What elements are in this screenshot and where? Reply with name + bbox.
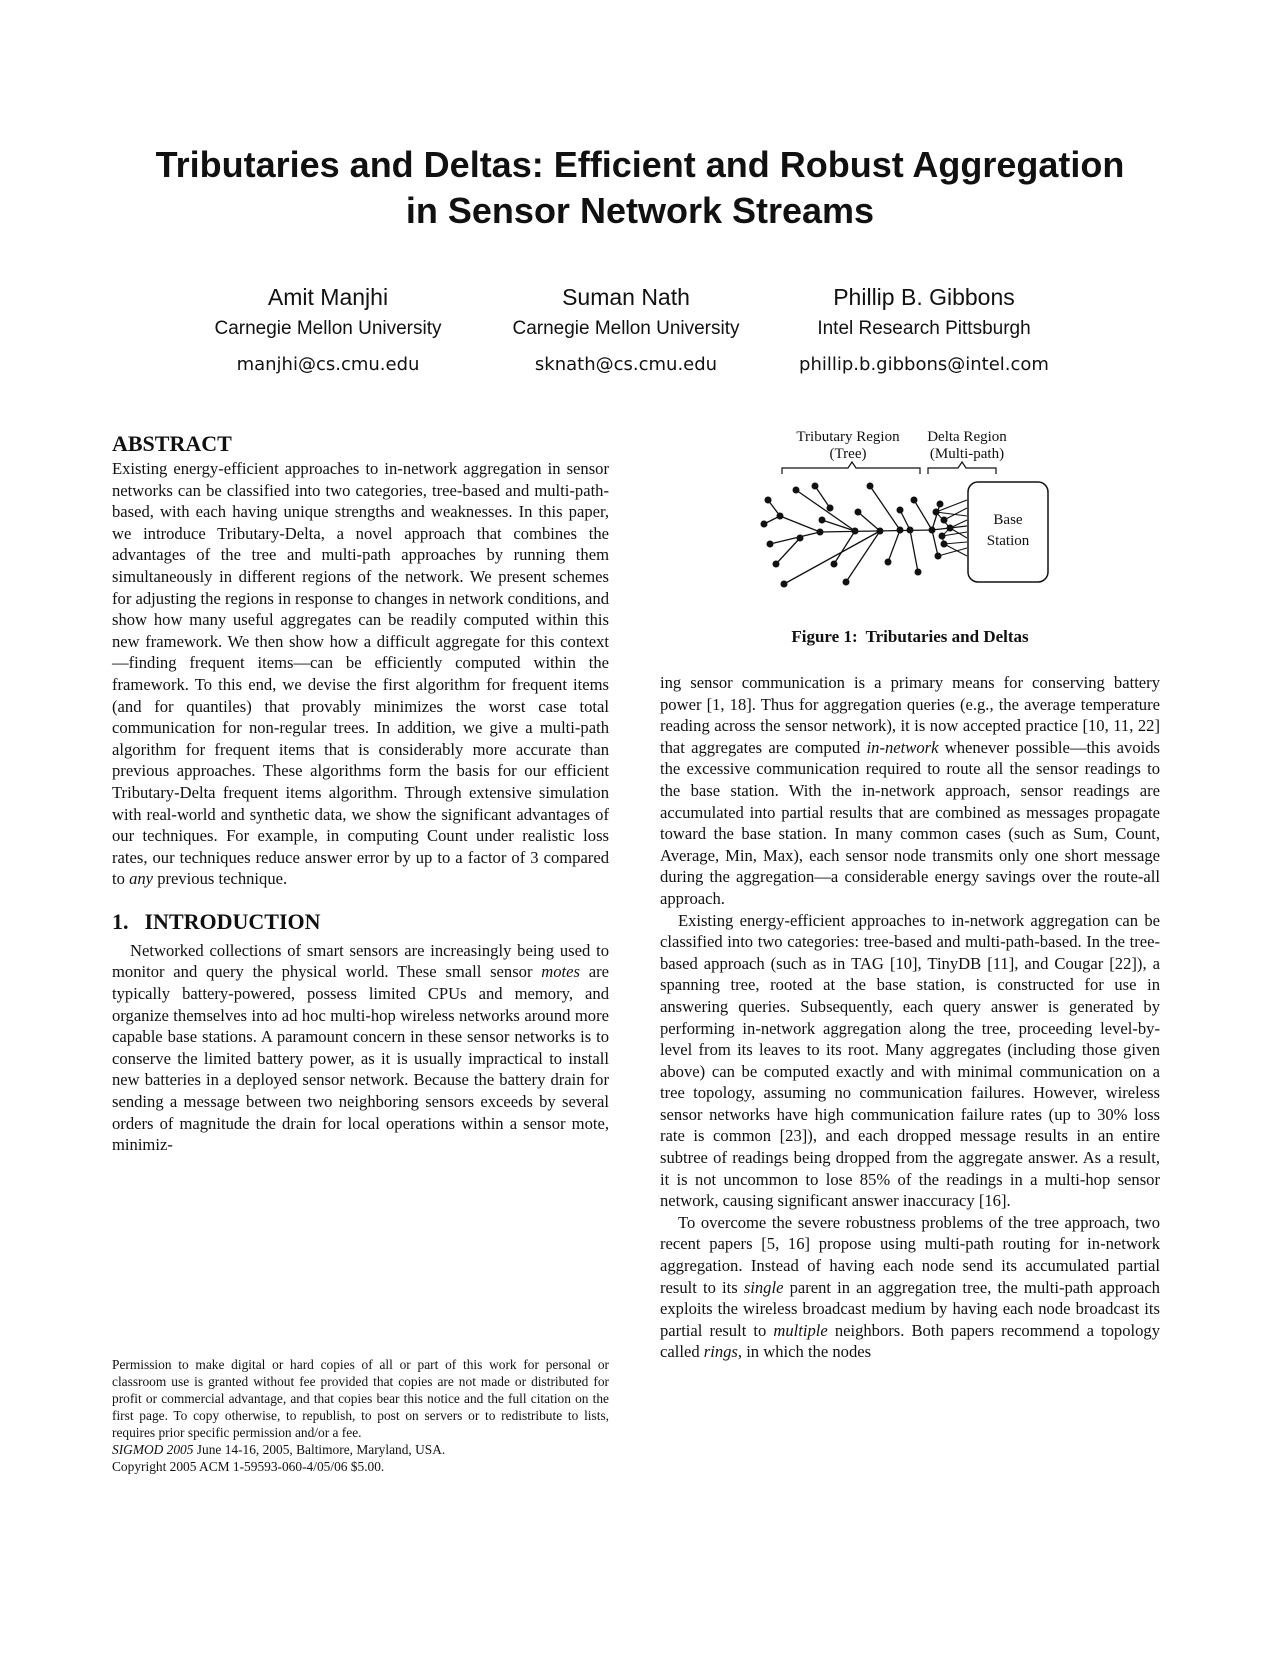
right-text-3d: , in which the nodes bbox=[737, 1342, 872, 1362]
right-text-3a: To overcome the severe robustness problems of the tree approach, two recent papers [5, 16] propose using multi-path routing for in-network aggregation. Instead of having each node send its accumulated partial result to its bbox=[660, 1212, 1160, 1297]
delta-region-label: Delta Region bbox=[927, 429, 1007, 445]
author-affiliation: Intel Research Pittsburgh bbox=[817, 318, 1031, 339]
figure-1 bbox=[760, 424, 1080, 594]
figure-caption-text: Tributaries and Deltas bbox=[865, 627, 1029, 646]
abstract-emphasis: any bbox=[129, 869, 154, 889]
author-email: manjhi@cs.cmu.edu bbox=[236, 354, 420, 375]
figure-caption-label: Figure 1: bbox=[791, 627, 858, 646]
permission-text: Permission to make digital or hard copies of all or part of this work for personal or classroom use is granted without fee provided that copies are not made or distributed for profit or commercial advantage, and that copies bear this notice and the full citation on the first page. To copy otherwise, to republish, to post on servers or to redistribute to lists, requires prior specific permission and/or a fee. bbox=[112, 1357, 609, 1440]
base-station-box bbox=[968, 482, 1048, 582]
delta-region-sub: (Multi-path) bbox=[929, 446, 1005, 462]
abstract-text: Existing energy-efficient approaches to in-network aggregation in sensor networks can be classified into two categories, tree-based and multi-path-based, with each having unique strengths and weaknesses. In this paper, we introduce Tributary-Delta, a novel approach that combines the advantages of the tree and multi-path approaches by running them simultaneously in different regions of the network. We present schemes for adjusting the regions in response to changes in network conditions, and show how many useful aggregates can be readily computed within this new framework. We then show how a difficult aggregate for this context—finding frequent items—can be efficiently computed within the framework. To this end, we devise the first algorithm for frequent items (and for quantiles) that provably minimizes the worst case total communication for non-regular trees. In addition, we give a multi-path algorithm for frequent items that is considerably more accurate than previous approaches. These algorithms form the basis for our efficient Tributary-Delta frequent items algorithm. Through extensive simulation with real-world and synthetic data, we show the significant advantages of our techniques. For example, in computing Count under realistic loss rates, our techniques reduce answer error by up to a factor of 3 compared to bbox=[112, 459, 609, 889]
right-emphasis-3b: multiple bbox=[773, 1320, 828, 1340]
right-paragraph-1 bbox=[660, 672, 1160, 910]
author-name: Suman Nath bbox=[562, 284, 690, 310]
intro-paragraph-1 bbox=[112, 940, 609, 1156]
right-emphasis-1: in-network bbox=[866, 737, 939, 757]
author-email: sknath@cs.cmu.edu bbox=[534, 354, 718, 375]
venue-line bbox=[112, 1441, 609, 1458]
author-name: Amit Manjhi bbox=[267, 284, 389, 310]
intro-heading bbox=[112, 908, 609, 936]
abstract-body bbox=[112, 458, 609, 890]
abstract-tail: previous technique. bbox=[153, 869, 288, 889]
author-email: phillip.b.gibbons@intel.com bbox=[799, 354, 1049, 375]
venue-details: June 14-16, 2005, Baltimore, Maryland, USA. bbox=[193, 1442, 446, 1457]
author-affiliation: Carnegie Mellon University bbox=[214, 318, 442, 339]
author-affiliation: Carnegie Mellon University bbox=[512, 318, 740, 339]
tributary-bracket bbox=[782, 462, 920, 474]
permission-footnote bbox=[112, 1356, 609, 1475]
author-3 bbox=[764, 282, 1084, 380]
title-line-2: in Sensor Network Streams bbox=[405, 190, 875, 231]
right-text-1b: whenever possible—this avoids the excessive communication required to route all the sensor readings to the base station. With the in-network approach, sensor readings are accumulated into partial results that are combined as messages propagate toward the base station. In many common cases (such as Sum, Count, Average, Min, Max), each sensor node transmits only one short message during the aggregation—a considerable energy savings over the route-all approach. bbox=[660, 737, 1160, 908]
author-name: Phillip B. Gibbons bbox=[833, 284, 1015, 310]
base-station-label-2: Station bbox=[986, 533, 1030, 549]
delta-bracket bbox=[928, 462, 996, 474]
right-emphasis-3c: rings bbox=[703, 1342, 738, 1362]
right-text-3b: parent in an aggregation tree, the multi-path approach exploits the wireless broadcast medium by having each node broadcast its partial result to bbox=[660, 1277, 1160, 1340]
left-column bbox=[112, 430, 609, 1156]
author-1 bbox=[168, 282, 488, 380]
sensor-nodes bbox=[761, 483, 954, 588]
paper-title bbox=[80, 142, 1200, 234]
figure-caption bbox=[660, 626, 1160, 648]
tributary-region-sub: (Tree) bbox=[829, 446, 867, 462]
venue-name: SIGMOD 2005 bbox=[112, 1442, 194, 1457]
tributary-delta-diagram bbox=[760, 424, 1080, 594]
title-line-1: Tributaries and Deltas: Efficient and Robust Aggregation bbox=[155, 144, 1125, 185]
tree-edges bbox=[764, 486, 967, 584]
intro-text-b: are typically battery-powered, possess limited CPUs and memory, and organize themselves into ad hoc multi-hop wireless networks around more capable base stations. A paramount concern in these sensor networks is to conserve the limited battery power, as it is usually impractical to install new batteries in a deployed sensor network. Because the battery drain for sending a message between two neighboring sensors exceeds by several orders of magnitude the drain for local operations within a sensor mote, minimiz- bbox=[112, 962, 610, 1155]
intro-text-a: Networked collections of smart sensors are increasingly being used to monitor and query the physical world. These small sensor bbox=[112, 940, 609, 982]
right-column bbox=[660, 672, 1160, 1363]
section-number: 1. bbox=[112, 908, 129, 934]
right-text-3c: neighbors. Both papers recommend a topology called bbox=[660, 1320, 1160, 1362]
intro-emphasis: motes bbox=[541, 962, 580, 982]
author-2 bbox=[466, 282, 786, 380]
right-text-1a: ing sensor communication is a primary means for conserving battery power [1, 18]. Thus for aggregation queries (e.g., the average temperature reading across the sensor network), it is now accepted practice [10, 11, 22] that aggregates are computed bbox=[660, 673, 1160, 757]
right-paragraph-2: Existing energy-efficient approaches to in-network aggregation can be classified into two categories: tree-based and multi-path-based. In the tree-based approach (such as in TAG [10], TinyDB [11], and Cougar [22]), a spanning tree, rooted at the base station, is constructed for use in answering queries. Subsequently, each query answer is generated by performing in-network aggregation along the tree, proceeding level-by-level from its leaves to its root. Many aggregates (including those given above) can be computed exactly and with minimal communication on a tree topology, assuming no communication failures. However, wireless sensor networks have high communication failure rates (up to 30% loss rate is common [23]), and each dropped message results in an entire subtree of readings being dropped from the aggregate answer. As a result, it is not uncommon to lose 85% of the readings in a multi-hop sensor network, causing significant answer inaccuracy [16]. bbox=[660, 910, 1160, 1211]
base-station-label-1: Base bbox=[993, 512, 1023, 528]
right-paragraph-3 bbox=[660, 1212, 1160, 1363]
right-emphasis-3a: single bbox=[743, 1277, 784, 1297]
copyright-line: Copyright 2005 ACM 1-59593-060-4/05/06 $5.00. bbox=[112, 1459, 385, 1474]
section-title: INTRODUCTION bbox=[144, 908, 321, 934]
abstract-heading: ABSTRACT bbox=[112, 431, 232, 456]
tributary-region-label: Tributary Region bbox=[796, 429, 900, 445]
